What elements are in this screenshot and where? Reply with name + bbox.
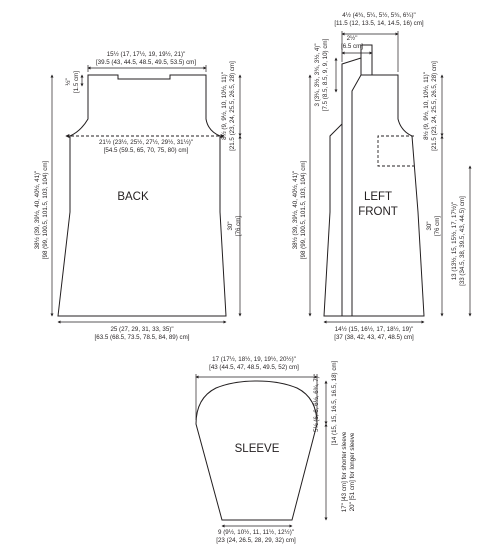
sleeve-cuff-cm: [23 (24, 26.5, 28, 29, 32) cm] xyxy=(216,537,296,544)
front-hem-in: 14½ (15, 16½, 17, 18½, 19)" xyxy=(334,326,414,333)
sleeve-cuff-in: 9 (9½, 10½, 11, 11½, 12½)" xyxy=(218,529,294,536)
front-collar-in: 2½" xyxy=(346,35,358,42)
back-label: BACK xyxy=(117,191,149,203)
sleeve-cap-cm: [14 (15, 15, 16.5, 16.5, 18) cm] xyxy=(331,360,338,446)
sleeve-cap-in: 5½ (6, 6, 6½, 6¾, 7)" xyxy=(313,374,320,432)
back-chest-width-in: 21½ (23½, 25½, 27½, 29½, 31½)" xyxy=(98,139,194,146)
sleeve-length-long: 20" [51 cm] for longer sleeve xyxy=(349,432,356,512)
front-label-line1: LEFT xyxy=(363,191,393,203)
front-armhole-in: 8½ (9, 9½, 10, 10½, 11)" xyxy=(423,72,430,140)
front-armhole-cm: [21.5 (23, 24, 25.5, 26.5, 28) cm] xyxy=(431,61,438,151)
sleeve-label: SLEEVE xyxy=(234,443,280,455)
front-dec-guide xyxy=(378,136,414,166)
front-outline xyxy=(324,124,342,316)
back-shoulder-drop-in: ½" xyxy=(65,78,72,86)
back-hem-cm: [63.5 (68.5, 73.5, 78.5, 84, 89) cm] xyxy=(94,334,190,341)
front-length-in: 38½ (39, 39½, 40, 40½, 41)" xyxy=(292,170,299,250)
back-length-in: 38½ (39, 39½, 40, 40½, 41)" xyxy=(34,170,41,250)
sleeve-top-cm: [43 (44.5, 47, 48.5, 49.5, 52) cm] xyxy=(209,364,299,371)
front-band-in: 4½ (4¾, 5¼, 5½, 5¾, 6¼)" xyxy=(342,12,416,19)
front-neck-cm: [7.5 (8.5, 8.5, 9, 9, 10) cm] xyxy=(322,38,329,112)
front-piece xyxy=(324,45,424,316)
front-dec-cm: [33 (34.5, 38, 39.5, 43, 44.5) cm] xyxy=(459,196,466,286)
back-hem-in: 25 (27, 29, 31, 33, 35)" xyxy=(110,326,174,333)
back-lower-in: 30" xyxy=(227,221,234,231)
back-top-width-cm: [39.5 (43, 44.5, 48.5, 49.5, 53.5) cm] xyxy=(95,59,197,66)
back-shoulder-drop-cm: [1.5 cm] xyxy=(73,70,80,94)
front-lower-cm: [76 cm] xyxy=(434,215,441,237)
back-armhole-cm: [21.5 (23, 24, 25.5, 26.5, 28) cm] xyxy=(229,61,236,151)
back-lower-cm: [76 cm] xyxy=(235,215,242,237)
front-label-line2: FRONT xyxy=(358,206,398,218)
front-neck-in: 3 (3¼, 3½, 3¾, 3½, 4)" xyxy=(314,43,321,107)
front-collar-cm: [6.5 cm] xyxy=(340,43,364,50)
back-armhole-in: 8½ (9, 9½, 10, 10½, 11)" xyxy=(221,72,228,140)
front-lower-in: 30" xyxy=(426,221,433,231)
sleeve-length-short: 17" [43 cm] for shorter sleeve xyxy=(341,431,348,513)
front-length-cm: [98 (99, 100.5, 101.5, 103, 104) cm] xyxy=(300,160,307,260)
sleeve-top-in: 17 (17½, 18½, 19, 19½, 20½)" xyxy=(212,356,296,363)
front-dec-in: 13 (13½, 15, 15½, 17, 17½)" xyxy=(451,201,458,281)
back-chest-width-cm: [54.5 (59.5, 65, 70, 75, 80) cm] xyxy=(103,147,189,154)
front-hem-cm: [37 (38, 42, 43, 47, 48.5) cm] xyxy=(334,334,414,341)
back-top-width-in: 15½ (17, 17½, 19, 19½, 21)" xyxy=(106,51,186,58)
front-band-cm: [11.5 (12, 13.5, 14, 14.5, 16) cm] xyxy=(334,20,424,27)
back-length-cm: [98 (99, 100.5, 101.5, 103, 104) cm] xyxy=(42,160,49,260)
